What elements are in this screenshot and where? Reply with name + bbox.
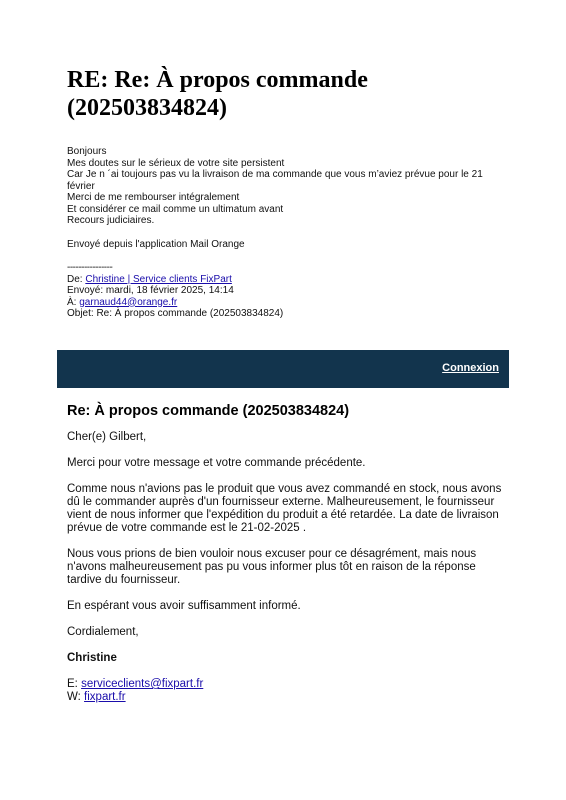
reply-line: Et considérer ce mail comme un ultimatum avant xyxy=(67,203,284,215)
web-link[interactable]: fixpart.fr xyxy=(84,691,126,703)
quoted-object: Objet: Re: À propos commande (202503834824) xyxy=(67,308,284,319)
email-subject: RE: Re: À propos commande (202503834824) xyxy=(67,67,368,121)
web-label: W: xyxy=(67,691,85,703)
reply-line: Bonjours xyxy=(67,146,107,157)
message-title: Re: À propos commande (202503834824) xyxy=(67,403,350,419)
quoted-from xyxy=(67,274,507,286)
quoted-sent: Envoyé: mardi, 18 février 2025, 14:14 xyxy=(67,285,234,296)
closing: Cordialement, xyxy=(67,626,139,638)
quote-separator: ---------------- xyxy=(67,262,113,273)
from-label: De: xyxy=(67,273,86,285)
to-label: À: xyxy=(67,296,80,308)
message-body xyxy=(67,431,512,704)
sender-name: Christine xyxy=(67,652,117,664)
reply-line: Merci de me rembourser intégralement xyxy=(67,192,240,203)
quoted-to xyxy=(67,297,507,309)
paragraph: En espérant vous avoir suffisamment informé. xyxy=(67,600,301,612)
paragraph: Nous vous prions de bien vouloir nous excuser pour ce désagrément, mais nous n'avons malheureusement pas pu vous informer plus tôt en raison de la réponse tardive du fournisseur. xyxy=(67,548,477,586)
email-label: E: xyxy=(67,678,82,690)
contact-email xyxy=(67,678,512,691)
header-banner xyxy=(57,350,509,388)
reply-line: février xyxy=(67,180,95,192)
greeting: Cher(e) Gilbert, xyxy=(67,431,147,443)
paragraph: Comme nous n'avions pas le produit que vous avez commandé en stock, nous avons dû le commander auprès d'un fournisseur externe. Malheureusement, le fournisseur vient de nous informer que l'expédition du produit a été retardée. La date de livraison prévue de votre commande est le 21-02-2025 . xyxy=(67,483,502,534)
reply-line: Recours judiciaires. xyxy=(67,215,155,226)
reply-line: Mes doutes sur le sérieux de votre site persistent xyxy=(67,157,285,169)
email-link[interactable]: serviceclients@fixpart.fr xyxy=(81,678,204,690)
paragraph: Merci pour votre message et votre commande précédente. xyxy=(67,457,366,469)
to-link[interactable]: garnaud44@orange.fr xyxy=(79,296,178,308)
reply-line: Car Je n ´ai toujours pas vu la livraison de ma commande que vous m’aviez prévue pour le 21 xyxy=(67,169,483,180)
from-link[interactable]: Christine | Service clients FixPart xyxy=(85,273,232,285)
customer-reply xyxy=(67,146,507,320)
contact-web xyxy=(67,691,512,704)
mobile-signature: Envoyé depuis l'application Mail Orange xyxy=(67,238,245,250)
login-link[interactable]: Connexion xyxy=(442,362,499,374)
